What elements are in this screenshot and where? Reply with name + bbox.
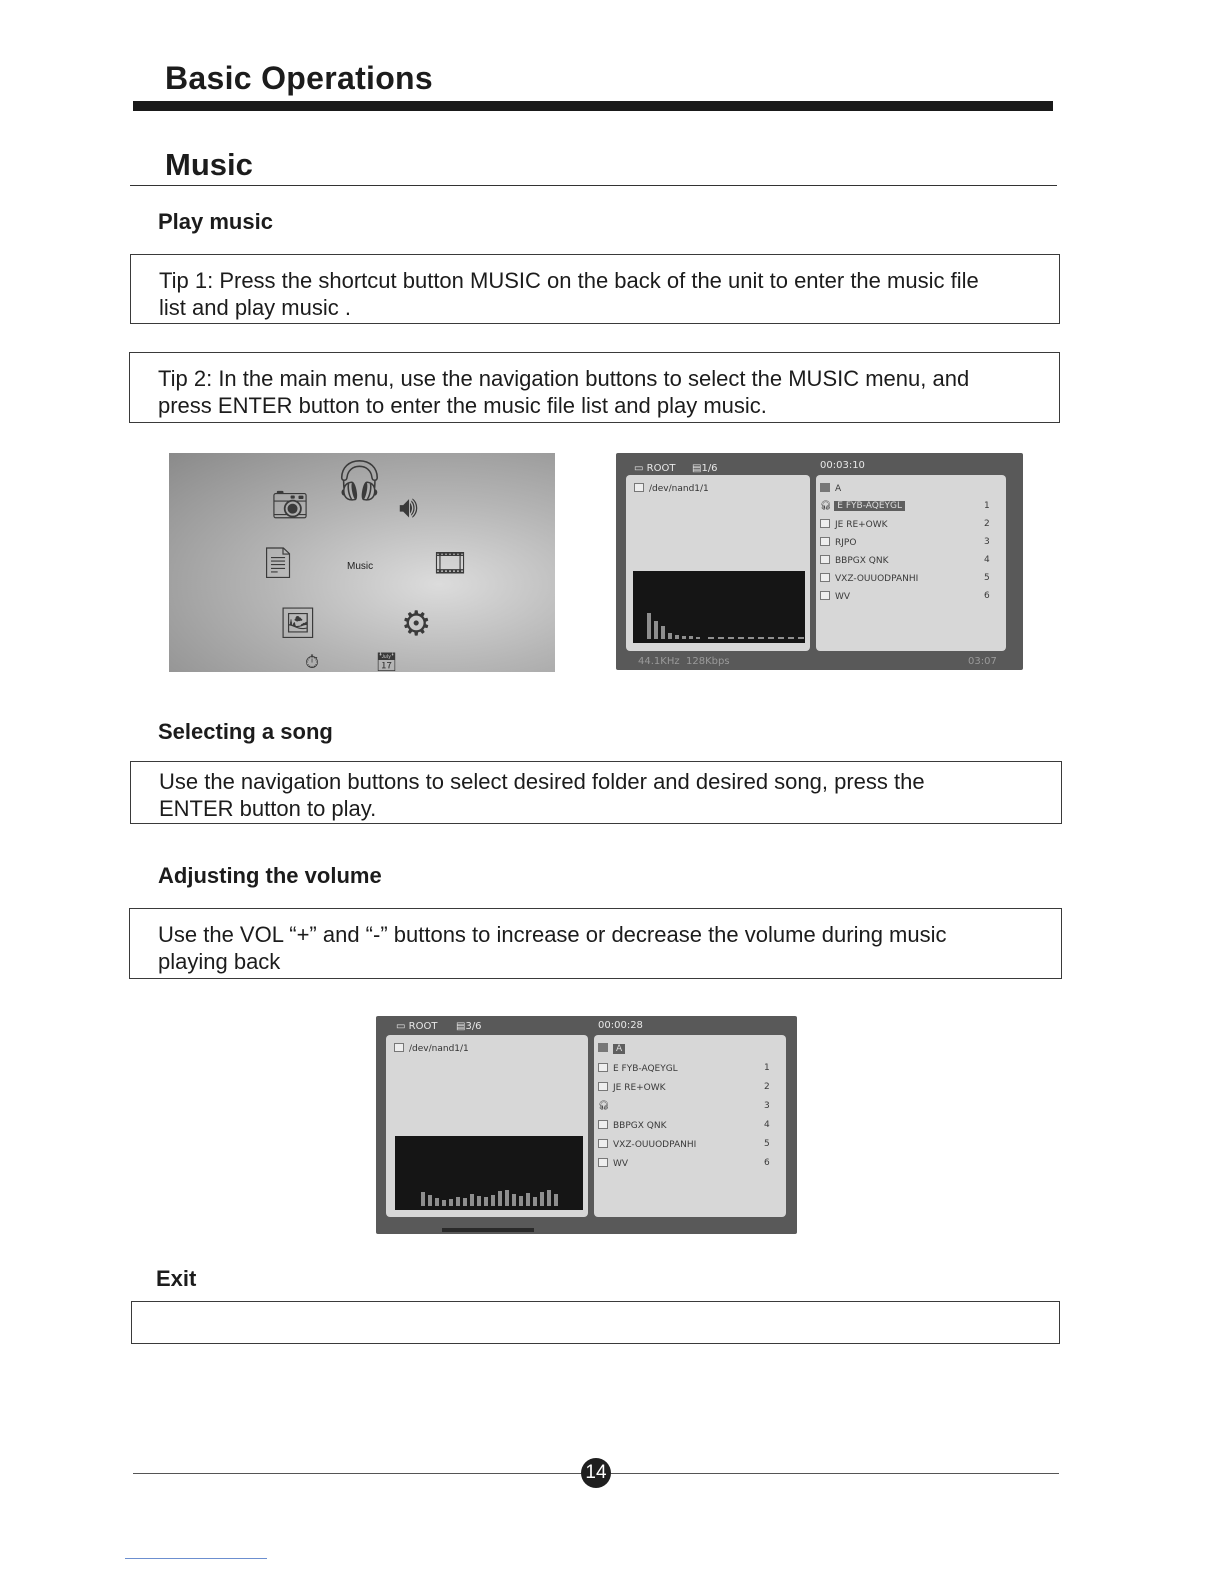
song-row-playing[interactable] [598, 1101, 609, 1111]
track-number: 6 [764, 1158, 770, 1168]
spectrum-bar [449, 1199, 453, 1206]
spectrum-visualizer [395, 1136, 583, 1210]
drive-icon [394, 1043, 404, 1052]
mp3-file-icon [820, 591, 830, 600]
spectrum-bar [533, 1197, 537, 1206]
spectrum-bar [484, 1197, 488, 1206]
track-number: 4 [984, 555, 990, 565]
music-browser-screenshot-1 [616, 453, 1023, 670]
film-reel-icon: 🎞︎ [431, 547, 470, 580]
headphones-icon: 🎧︎ [598, 1101, 610, 1111]
adjusting-volume-line2: playing back [158, 949, 281, 974]
song-row[interactable]: JE RE+OWK [598, 1082, 666, 1093]
tip1-line1: Tip 1: Press the shortcut button MUSIC on the back of the unit to enter the music file [159, 268, 979, 293]
sample-rate: 44.1KHz [638, 656, 680, 667]
exit-box [131, 1301, 1060, 1344]
bitrate: 128Kbps [686, 656, 730, 667]
music-speaker-icon: 🔊︎ [399, 491, 418, 524]
spectrum-bar [456, 1197, 460, 1206]
song-row[interactable]: JE RE+OWK [820, 519, 888, 530]
mp3-file-icon [820, 519, 830, 528]
track-number: 3 [764, 1101, 770, 1111]
spectrum-bar [442, 1200, 446, 1206]
folder-row[interactable]: A [598, 1043, 625, 1054]
track-number: 4 [764, 1120, 770, 1130]
folder-icon [598, 1043, 608, 1052]
spectrum-bar [682, 636, 686, 639]
section-title: Music [165, 147, 253, 182]
track-index: ▤1/6 [692, 463, 718, 474]
tip2-line1: Tip 2: In the main menu, use the navigation buttons to select the MUSIC menu, and [158, 366, 970, 391]
mp3-file-icon [598, 1063, 608, 1072]
device-path: /dev/nand1/1 [634, 483, 709, 494]
mp3-file-icon [598, 1158, 608, 1167]
spectrum-bar [547, 1190, 551, 1206]
file-list-pane [594, 1035, 786, 1217]
spectrum-bar [491, 1195, 495, 1206]
left-pane [386, 1035, 588, 1217]
spectrum-bar [428, 1195, 432, 1206]
track-number: 2 [984, 519, 990, 529]
song-row[interactable]: E FYB-AQEYGL [598, 1063, 678, 1074]
spectrum-bar [498, 1191, 502, 1206]
elapsed-time: 00:00:28 [598, 1020, 643, 1031]
file-list-pane [816, 475, 1006, 651]
spectrum-bar [675, 635, 679, 639]
mp3-file-icon [598, 1120, 608, 1129]
elapsed-time: 00:03:10 [820, 460, 865, 471]
music-menu-label: Music [347, 561, 374, 572]
left-pane [626, 475, 810, 651]
adjusting-volume-line1: Use the VOL “+” and “-” buttons to increase or decrease the volume during music [158, 922, 947, 947]
headphones-icon: 🎧︎ [334, 459, 385, 503]
chapter-title: Basic Operations [165, 60, 434, 96]
song-row[interactable]: VXZ-OUUODPANHI [820, 573, 918, 584]
song-row[interactable]: BBPGX QNK [598, 1120, 667, 1131]
mp3-file-icon [598, 1082, 608, 1091]
track-number: 5 [764, 1139, 770, 1149]
adjusting-volume-heading: Adjusting the volume [158, 863, 382, 888]
photo-icon: 🖼︎ [279, 607, 318, 640]
tip2-box [129, 352, 1060, 423]
spectrum-visualizer [633, 571, 805, 643]
spectrum-bar [421, 1192, 425, 1206]
spectrum-bar [696, 637, 700, 639]
song-row[interactable]: WV [598, 1158, 628, 1169]
drive-icon [634, 483, 644, 492]
mp3-file-icon [598, 1139, 608, 1148]
song-row[interactable]: BBPGX QNK [820, 555, 889, 566]
tip1-line2: list and play music . [159, 295, 351, 320]
selecting-song-line1: Use the navigation buttons to select desired folder and desired song, press the [159, 769, 925, 794]
settings-gears-icon: ⚙︎ [401, 605, 432, 643]
spectrum-bar [654, 621, 658, 639]
spectrum-bar [435, 1198, 439, 1206]
spectrum-bar [512, 1194, 516, 1206]
folder-row[interactable]: A [820, 483, 841, 494]
track-number: 5 [984, 573, 990, 583]
main-menu-screenshot [169, 453, 555, 672]
spectrum-bar [505, 1190, 509, 1206]
section-rule [130, 185, 1057, 186]
clock-icon: ⏱︎ [305, 652, 320, 672]
spectrum-bar [477, 1196, 481, 1206]
track-number: 1 [984, 501, 990, 511]
track-index: ▤3/6 [456, 1021, 482, 1032]
play-music-heading: Play music [158, 209, 273, 234]
mp3-file-icon [820, 555, 830, 564]
device-path: /dev/nand1/1 [394, 1043, 469, 1054]
song-row[interactable]: 🎧︎ E FYB-AQEYGL [820, 501, 905, 511]
adjusting-volume-box [129, 908, 1062, 979]
spectrum-bar [470, 1194, 474, 1206]
selecting-song-heading: Selecting a song [158, 719, 333, 744]
spectrum-bar [647, 613, 651, 639]
tip1-box [130, 254, 1060, 324]
song-row[interactable]: WV [820, 591, 850, 602]
spectrum-bar [540, 1192, 544, 1206]
spectrum-bar [661, 626, 665, 639]
folder-icon [820, 483, 830, 492]
calendar-icon: 📅︎ [375, 652, 398, 672]
spectrum-bar [554, 1194, 558, 1206]
headphones-icon: 🎧︎ [820, 501, 835, 511]
progress-bar [442, 1228, 534, 1232]
mp3-file-icon [820, 537, 830, 546]
tip2-line2: press ENTER button to enter the music file list and play music. [158, 393, 767, 418]
root-label: ▭ ROOT [634, 463, 676, 474]
spectrum-bar [526, 1193, 530, 1206]
spectrum-baseline [708, 637, 808, 639]
document-icon: 📄︎ [259, 547, 298, 580]
page-number: 14 [581, 1458, 611, 1488]
track-number: 1 [764, 1063, 770, 1073]
spectrum-bar [668, 633, 672, 639]
spectrum-bar [519, 1196, 523, 1206]
track-number: 3 [984, 537, 990, 547]
edge-line [125, 1558, 267, 1559]
track-number: 6 [984, 591, 990, 601]
exit-heading: Exit [156, 1266, 197, 1291]
music-browser-screenshot-2 [376, 1016, 797, 1234]
selecting-song-box [130, 761, 1062, 824]
song-row[interactable]: VXZ-OUUODPANHI [598, 1139, 696, 1150]
track-duration: 03:07 [968, 656, 997, 667]
mp3-file-icon [820, 573, 830, 582]
spectrum-bar [463, 1198, 467, 1206]
chapter-rule [133, 101, 1053, 111]
song-row[interactable]: RJPO [820, 537, 856, 548]
camera-icon: 📷︎ [271, 489, 310, 522]
root-label: ▭ ROOT [396, 1021, 438, 1032]
track-number: 2 [764, 1082, 770, 1092]
spectrum-bar [689, 636, 693, 639]
selecting-song-line2: ENTER button to play. [159, 796, 377, 821]
